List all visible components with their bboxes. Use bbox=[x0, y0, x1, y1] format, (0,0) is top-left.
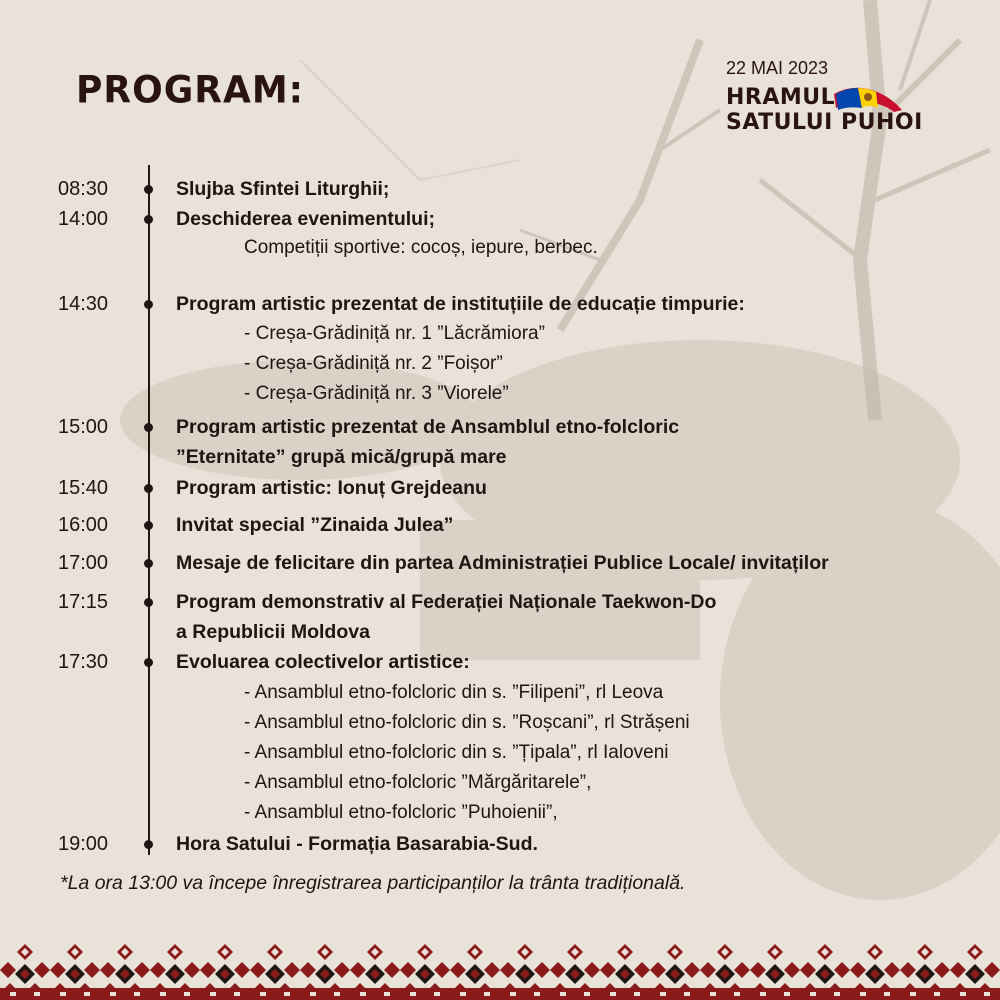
footnote: *La ora 13:00 va începe înregistrarea participanților la trânta tradițională. bbox=[60, 872, 686, 894]
schedule-detail: - Creșa-Grădiniță nr. 2 ”Foișor” bbox=[244, 353, 503, 374]
timeline-dot bbox=[144, 521, 153, 530]
schedule-detail: - Ansamblul etno-folcloric ”Puhoienii”, bbox=[244, 802, 558, 823]
schedule-event: Evoluarea colectivelor artistice: bbox=[176, 651, 470, 673]
schedule-time: 15:00 bbox=[58, 416, 109, 438]
schedule-event-continued: a Republicii Moldova bbox=[176, 621, 370, 643]
schedule-detail: - Creșa-Grădiniță nr. 3 ”Viorele” bbox=[244, 383, 509, 404]
schedule-item bbox=[0, 831, 1000, 857]
moldova-flag-icon bbox=[832, 80, 904, 114]
schedule-detail: - Ansamblul etno-folcloric ”Mărgăritarele”, bbox=[244, 772, 592, 793]
schedule-item bbox=[0, 649, 1000, 675]
schedule-detail: - Ansamblul etno-folcloric din s. ”Țipala”, rl Ialoveni bbox=[244, 742, 669, 763]
schedule-time: 14:00 bbox=[58, 208, 109, 230]
schedule-event: Program demonstrativ al Federației Naționale Taekwon-Do bbox=[176, 591, 717, 613]
schedule-detail: - Creșa-Grădiniță nr. 1 ”Lăcrămiora” bbox=[244, 323, 545, 344]
timeline-dot bbox=[144, 840, 153, 849]
schedule-item bbox=[0, 206, 1000, 232]
schedule-event: Program artistic prezentat de Ansamblul etno-folcloric bbox=[176, 416, 680, 438]
schedule-item bbox=[0, 291, 1000, 317]
schedule-time: 19:00 bbox=[58, 833, 109, 855]
timeline-dot bbox=[144, 598, 153, 607]
schedule-detail: Competiții sportive: cocoș, iepure, berbec. bbox=[244, 237, 598, 258]
timeline-dot bbox=[144, 423, 153, 432]
timeline-dot bbox=[144, 300, 153, 309]
timeline-dot bbox=[144, 559, 153, 568]
schedule-item bbox=[0, 589, 1000, 615]
schedule-item bbox=[0, 176, 1000, 202]
schedule-time: 17:30 bbox=[58, 651, 109, 673]
schedule-item bbox=[0, 475, 1000, 501]
timeline-dot bbox=[144, 658, 153, 667]
embroidery-border bbox=[0, 938, 1000, 1000]
schedule-event: Program artistic: Ionuț Grejdeanu bbox=[176, 477, 487, 499]
schedule-item bbox=[0, 512, 1000, 538]
timeline-dot bbox=[144, 484, 153, 493]
schedule-event: Slujba Sfintei Liturghii; bbox=[176, 178, 390, 200]
schedule-event-continued: ”Eternitate” grupă mică/grupă mare bbox=[176, 446, 507, 468]
schedule-item bbox=[0, 414, 1000, 440]
schedule-event: Program artistic prezentat de instituțiile de educație timpurie: bbox=[176, 293, 745, 315]
schedule-detail: - Ansamblul etno-folcloric din s. ”Roșcani”, rl Strășeni bbox=[244, 712, 690, 733]
schedule-time: 15:40 bbox=[58, 477, 109, 499]
logo-line-2: SATULUI PUHOI bbox=[726, 110, 923, 135]
schedule-time: 16:00 bbox=[58, 514, 109, 536]
schedule-event: Invitat special ”Zinaida Julea” bbox=[176, 514, 454, 536]
event-logo bbox=[726, 58, 926, 142]
timeline-dot bbox=[144, 185, 153, 194]
schedule-time: 17:15 bbox=[58, 591, 109, 613]
event-date: 22 MAI 2023 bbox=[726, 58, 829, 78]
schedule-time: 08:30 bbox=[58, 178, 109, 200]
logo-line-1: HRAMUL bbox=[726, 85, 836, 110]
schedule-event: Hora Satului - Formația Basarabia-Sud. bbox=[176, 833, 538, 855]
schedule-item bbox=[0, 550, 1000, 576]
schedule-event: Deschiderea evenimentului; bbox=[176, 208, 436, 230]
schedule-time: 14:30 bbox=[58, 293, 109, 315]
schedule-time: 17:00 bbox=[58, 552, 109, 574]
schedule-detail: - Ansamblul etno-folcloric din s. ”Filipeni”, rl Leova bbox=[244, 682, 664, 703]
schedule-event: Mesaje de felicitare din partea Administrației Publice Locale/ invitaților bbox=[176, 552, 829, 574]
page-title: PROGRAM: bbox=[76, 68, 305, 113]
timeline-axis bbox=[148, 165, 150, 855]
timeline-dot bbox=[144, 215, 153, 224]
